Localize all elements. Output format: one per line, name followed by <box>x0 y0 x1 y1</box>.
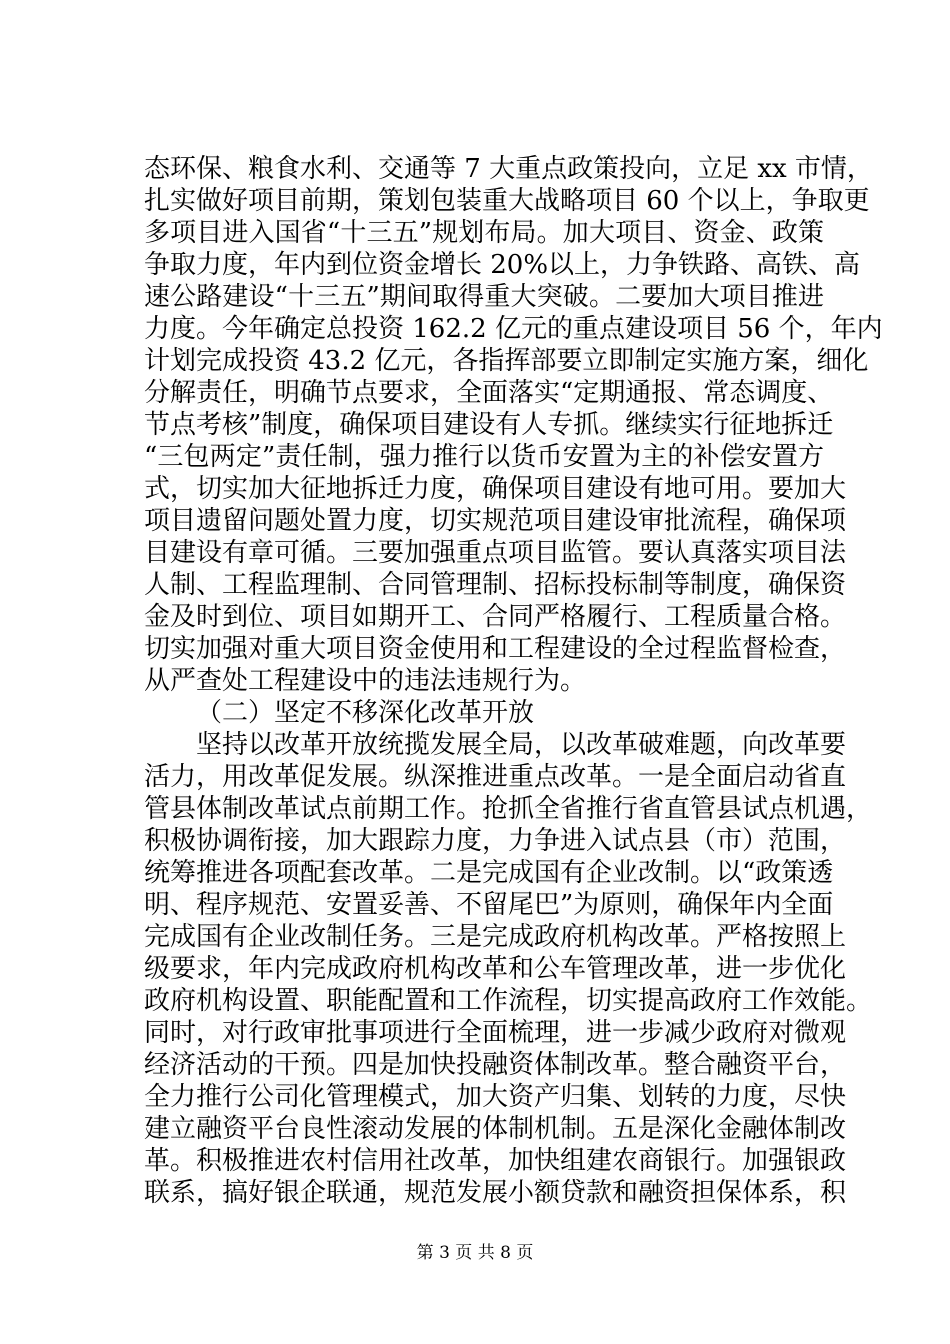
text-line: 联系，搞好银企联通，规范发展小额贷款和融资担保体系，积 <box>144 1178 847 1208</box>
text-line: 争取力度，年内到位资金增长 20%以上，力争铁路、高铁、高 <box>144 250 861 280</box>
paragraph-2 <box>144 729 873 1209</box>
text-line: 切实加强对重大项目资金使用和工程建设的全过程监督检查， <box>144 634 847 664</box>
text-line: 计划完成投资 43.2 亿元，各指挥部要立即制定实施方案，细化 <box>144 346 869 376</box>
text-line: 坚持以改革开放统揽发展全局，以改革破难题，向改革要 <box>196 730 847 760</box>
paragraph-1 <box>144 153 883 697</box>
text-line: 项目遗留问题处置力度，切实规范项目建设审批流程，确保项 <box>144 506 847 536</box>
text-line: 式，切实加大征地拆迁力度，确保项目建设有地可用。要加大 <box>144 474 847 504</box>
text-line: 建立融资平台良性滚动发展的体制机制。五是深化金融体制改 <box>144 1114 847 1144</box>
text-line: 从严查处工程建设中的违法违规行为。 <box>144 666 587 696</box>
text-line: 全力推行公司化管理模式，加大资产归集、划转的力度，尽快 <box>144 1082 847 1112</box>
text-line: 明、程序规范、安置妥善、不留尾巴”为原则，确保年内全面 <box>144 890 834 920</box>
text-line: 态环保、粮食水利、交通等 7 大重点政策投向，立足 xx 市情， <box>144 154 873 184</box>
text-line: 完成国有企业改制任务。三是完成政府机构改革。严格按照上 <box>144 922 847 952</box>
text-line: 目建设有章可循。三要加强重点项目监管。要认真落实项目法 <box>144 538 847 568</box>
page-number-footer: 第 3 页 共 8 页 <box>416 1243 534 1263</box>
text-line: 分解责任，明确节点要求，全面落实“定期通报、常态调度、 <box>144 378 834 408</box>
text-line: 速公路建设“十三五”期间取得重大突破。二要加大项目推进 <box>144 282 824 312</box>
text-line: 扎实做好项目前期，策划包装重大战略项目 60 个以上，争取更 <box>144 186 870 216</box>
text-line: 金及时到位、项目如期开工、合同严格履行、工程质量合格。 <box>144 602 847 632</box>
text-line: 管县体制改革试点前期工作。抢抓全省推行省直管县试点机遇， <box>144 794 873 824</box>
text-line: 同时，对行政审批事项进行全面梳理，进一步减少政府对微观 <box>144 1018 847 1048</box>
text-line: 多项目进入国省“十三五”规划布局。加大项目、资金、政策 <box>144 218 824 248</box>
text-line: 节点考核”制度，确保项目建设有人专抓。继续实行征地拆迁 <box>144 410 834 440</box>
text-line: 统筹推进各项配套改革。二是完成国有企业改制。以“政策透 <box>144 858 834 888</box>
text-line: 经济活动的干预。四是加快投融资体制改革。整合融资平台， <box>144 1050 847 1080</box>
text-line: 力度。今年确定总投资 162.2 亿元的重点建设项目 56 个，年内 <box>144 314 883 344</box>
text-line: 级要求，年内完成政府机构改革和公车管理改革，进一步优化 <box>144 954 847 984</box>
text-line: 政府机构设置、职能配置和工作流程，切实提高政府工作效能。 <box>144 986 873 1016</box>
section-heading: （二）坚定不移深化改革开放 <box>196 698 535 728</box>
text-line: 积极协调衔接，加大跟踪力度，力争进入试点县（市）范围， <box>144 826 847 856</box>
document-body <box>144 153 883 1209</box>
text-line: “三包两定”责任制，强力推行以货币安置为主的补偿安置方 <box>144 442 824 472</box>
text-line: 人制、工程监理制、合同管理制、招标投标制等制度，确保资 <box>144 570 847 600</box>
text-line: 活力，用改革促发展。纵深推进重点改革。一是全面启动省直 <box>144 762 847 792</box>
text-line: 革。积极推进农村信用社改革，加快组建农商银行。加强银政 <box>144 1146 847 1176</box>
